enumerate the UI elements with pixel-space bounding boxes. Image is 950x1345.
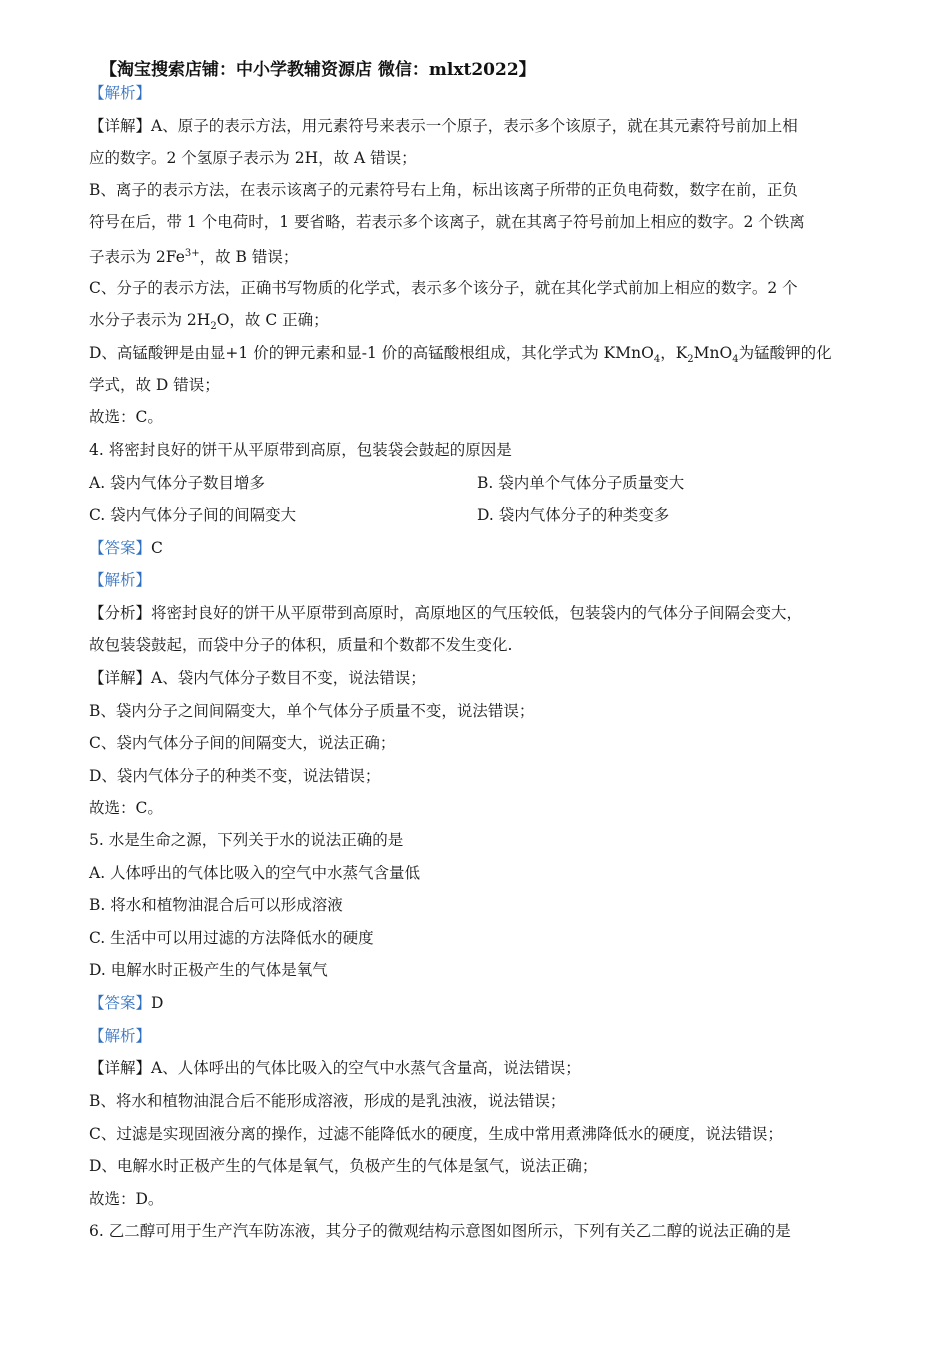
jiexi-tag: 【解析】 [89,84,152,102]
answer-line [89,538,163,558]
text-part: D、高锰酸钾是由显+1 价的钾元素和显-1 价的高锰酸根组成，其化学式为 KMnO [89,344,654,362]
analysis-line [89,603,802,623]
option-a: A. 人体呼出的气体比吸入的空气中水蒸气含量低 [89,864,421,882]
answer-line [89,993,163,1013]
text-part: ，K [660,344,688,362]
detail-label: 【详解】 [89,117,152,135]
text-part: 水分子表示为 2H [89,311,211,329]
jiexi-tag: 【解析】 [89,571,152,589]
option-c: C. 生活中可以用过滤的方法降低水的硬度 [89,929,374,947]
text-part: MnO [693,344,733,362]
detail-line [89,343,832,370]
detail-text: A、原子的表示方法，用元素符号来表示一个原子，表示多个该原子，就在其元素符号前加上相 [151,117,798,135]
subscript: 4 [653,354,661,366]
conclusion: 故选：C。 [89,799,163,817]
detail-line [89,1058,581,1078]
detail-line: D、袋内气体分子的种类不变，说法错误； [89,767,381,785]
jiexi-tag: 【解析】 [89,1027,152,1045]
detail-line: C、袋内气体分子间的间隔变大，说法正确； [89,734,396,752]
question-stem: 5. 水是生命之源，下列关于水的说法正确的是 [89,831,404,849]
option-b: B. 将水和植物油混合后可以形成溶液 [89,896,343,914]
detail-line: B、袋内分子之间间隔变大，单个气体分子质量不变，说法错误； [89,702,535,720]
detail-line [89,244,298,267]
answer-value: C [151,539,163,557]
subscript: 2 [687,354,694,366]
subscript: 2 [210,321,217,333]
option-a: A. 袋内气体分子数目增多 [89,474,266,492]
detail-line: D、电解水时正极产生的气体是氧气，负极产生的气体是氢气，说法正确； [89,1157,598,1175]
detail-label: 【详解】 [89,669,152,687]
conclusion: 故选：C。 [89,408,163,426]
detail-line: C、分子的表示方法，正确书写物质的化学式，表示多个该分子，就在其化学式前加上相应的数字。2 个 [89,279,798,297]
question-stem: 4. 将密封良好的饼干从平原带到高原，包装袋会鼓起的原因是 [89,441,512,459]
detail-line: 学式，故 D 错误； [89,376,220,394]
analysis-label: 【分析】 [89,604,152,622]
question-stem: 6. 乙二醇可用于生产汽车防冻液，其分子的微观结构示意图如图所示，下列有关乙二醇的说法正确的是 [89,1222,791,1240]
page-header: 【淘宝搜索店铺：中小学教辅资源店 微信：mlxt2022】 [100,60,536,80]
analysis-text: 将密封良好的饼干从平原带到高原时，高原地区的气压较低，包装袋内的气体分子间隔会变大， [151,604,803,622]
detail-label: 【详解】 [89,1059,152,1077]
text-part: 子表示为 2Fe [89,248,185,267]
answer-tag: 【答案】 [89,994,152,1012]
answer-tag: 【答案】 [89,539,152,557]
detail-line [89,668,426,688]
answer-value: D [151,994,164,1012]
detail-text: A、人体呼出的气体比吸入的空气中水蒸气含量高，说法错误； [151,1059,581,1077]
option-b: B. 袋内单个气体分子质量变大 [477,474,685,492]
text-part: O，故 C 正确； [216,311,329,329]
analysis-line: 故包装袋鼓起，而袋中分子的体积，质量和个数都不发生变化. [89,636,513,654]
detail-line [89,116,798,136]
text-part: 为锰酸钾的化 [738,344,832,362]
detail-text: A、袋内气体分子数目不变，说法错误； [151,669,426,687]
option-d: D. 电解水时正极产生的气体是氧气 [89,961,328,979]
detail-line: C、过滤是实现固液分离的操作，过滤不能降低水的硬度，生成中常用煮沸降低水的硬度，说法错误； [89,1125,783,1143]
subscript: 4 [732,354,739,366]
detail-line: 应的数字。2 个氢原子表示为 2H，故 A 错误； [89,149,417,167]
detail-line: B、将水和植物油混合后不能形成溶液，形成的是乳浊液，说法错误； [89,1092,566,1110]
option-c: C. 袋内气体分子间的间隔变大 [89,506,297,524]
detail-line: B、离子的表示方法，在表示该离子的元素符号右上角，标出该离子所带的正负电荷数，数字在前，正负 [89,181,798,199]
detail-line [89,310,329,337]
option-d: D. 袋内气体分子的种类变多 [477,506,670,524]
superscript: 3+ [184,248,200,259]
detail-line: 符号在后，带 1 个电荷时，1 要省略，若表示多个该离子，就在其离子符号前加上相应的数字。2 个铁离 [89,213,805,231]
conclusion: 故选：D。 [89,1190,164,1208]
text-part: ，故 B 错误； [199,248,299,267]
